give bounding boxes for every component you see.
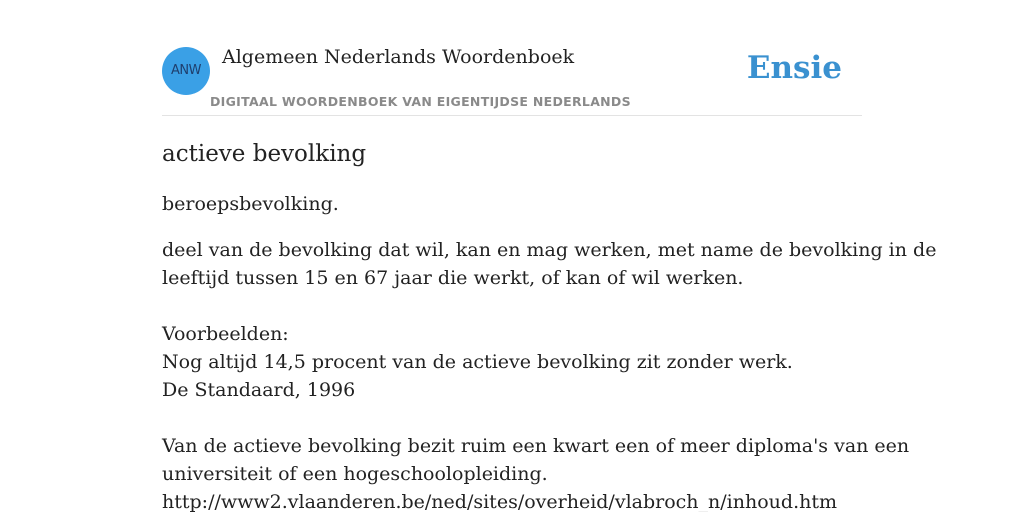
example-source: http://www2.vlaanderen.be/ned/sites/overheid/vlabroch_n/inhoud.htm — [162, 491, 837, 512]
example-quote: Nog altijd 14,5 procent van de actieve bevolking zit zonder werk. — [162, 351, 793, 373]
entry-term: actieve bevolking — [162, 141, 367, 167]
definition-line: leeftijd tussen 15 en 67 jaar die werkt, of kan of wil werken. — [162, 267, 744, 289]
ensie-brand-logo[interactable]: Ensie — [746, 50, 842, 86]
example-quote: universiteit of een hogeschoolopleiding. — [162, 463, 548, 485]
anw-logo[interactable]: ANW — [162, 47, 210, 95]
entry-body — [162, 236, 937, 512]
entry-synonym: beroepsbevolking. — [162, 193, 339, 215]
spacer — [162, 292, 862, 320]
examples-label: Voorbeelden: — [162, 323, 289, 345]
definition-line: deel van de bevolking dat wil, kan en mag werken, met name de bevolking in de — [162, 239, 937, 261]
entry-content — [162, 138, 937, 512]
spacer — [162, 404, 862, 432]
example-quote: Van de actieve bevolking bezit ruim een kwart een of meer diploma's van een — [162, 435, 910, 457]
site-header — [162, 0, 862, 116]
example-source: De Standaard, 1996 — [162, 379, 356, 401]
site-tagline: DIGITAAL WOORDENBOEK VAN EIGENTIJDSE NEDERLANDS — [210, 94, 631, 109]
site-name[interactable]: Algemeen Nederlands Woordenboek — [222, 46, 575, 68]
